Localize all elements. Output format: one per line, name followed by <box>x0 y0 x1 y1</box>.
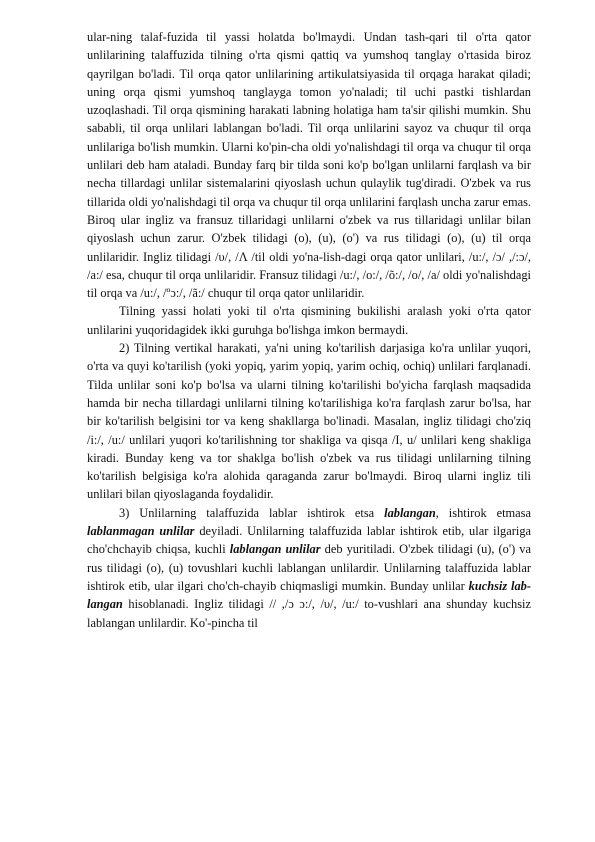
paragraph-text: deb yuritiladi. O'zbek tilidagi (u), (o') va rus tilidagi (o), (u) tovushlari kuchli lablangan unlilardir. Unlilarning talaffuzida lablar ishtirok etib, ular ilgari cho'ch-chayib chiqmasligi mumkin. Bunday unlilar <box>87 542 531 593</box>
term-emphasis: lablanmagan unlilar <box>87 524 195 539</box>
paragraph-text: Tilning yassi holati yoki til o'rta qismining bukilishi aralash yoki o'rta qator unlilarini yuqoridagidek ikki guruhga bo'lishga imkon bermaydi. <box>87 304 531 337</box>
document-page <box>87 28 531 632</box>
term-emphasis: kuchsiz lab-langan <box>87 578 531 612</box>
paragraph-text: 2) Tilning vertikal harakati, ya'ni uning ko'tarilish darjasiga ko'ra unlilar yuqori, o'rta va quyi ko'tarilish (yoki yopiq, yarim yopiq, yarim ochiq, ochiq) unlilari farqlanadi. Tilda unlilar soni ko'p bo'lsa va ularni tilning ko'tarilishi bo'yicha farqlash maqsadida hamda bir necha tillardagi unlilarni tilning ko'tarilishiga ko'ra farqlash zarur bo'lsa, har bir ko'tarilish belgisini tor va keng shakllarga bo'linadi. Masalan, ingliz tilidagi cho'ziq /i:/, /u:/ unlilari yuqori ko'tarilishning tor shakliga va qisqa /I, u/ unlilari keng shakliga kiradi. Bunday keng va tor shaklga bo'lish o'zbek va rus tilidagi unlilarning tilning ko'tarilish belgisiga ko'ra alohida qaraganda zarur bo'lmaydi. Biroq ularni ingliz tili unlilari bilan qiyoslaganda foydalidir. <box>87 341 531 502</box>
paragraph-text: 3) Unlilarning talaffuzida lablar ishtirok etsa <box>119 505 385 520</box>
paragraph <box>87 504 531 632</box>
paragraph-text: ular-ning talaf-fuzida til yassi holatda bo'lmaydi. Undan tash-qari til o'rta qator unlilarining talaffuzida tilning o'rta qismi qattiq va yumshoq tanglay o'rtasida biroz qayrilgan bo'ladi. Til orqa qator unlilarining artikulatsiyasida til orqaga harakat qiladi; uning orqa qismi yumshoq tanglayga tomon yo'naladi; til uchi pastki tishlardan uzoqlashadi. Til orqa qismining harakati labning holatiga ham ta'sir qilishi mumkin. Shu sababli, til orqa unlilari lablangan bo'ladi. Til orqa unlilarini sayoz va chuqur til orqa unlilariga bo'lish mumkin. Ularni ko'pin-cha oldi yo'nalishdagi til orqa va chuqur til orqa unlilari deb ham ataladi. Bunday farq bir tilda soni ko'p bo'lgan unlilarni farqlash va bir necha tillardagi unlilar sistemalarini qiyoslash uchun qulaylik tug'diradi. O'zbek va rus tillarida oldi yo'nalishdagi til orqa va chuqur til orqa unlilarini farqlash uncha zarur emas. Biroq ular ingliz va fransuz tillaridagi unlilarni o'zbek va rus tillaridagi unlilar bilan qiyoslash uchun zarur. O'zbek tilidagi (o), (u), (o') va rus tilidagi (o), (u) til orqa unlilaridir. Ingliz tilidagi /υ/, /Λ /til oldi yo'na-lish-dagi orqa qator unlilari, /u:/, /ɔ/ ,/:ɔ/, /a:/ esa, chuqur til orqa unlilaridir. Fransuz tilidagi /u:/, /o:/, /õ:/, /o/, /a/ oldi yo'nalishdagi til orqa va /u:/, /ºɔ:/, /ã:/ chuqur til orqa qator unlilaridir. <box>87 30 531 301</box>
paragraph <box>87 28 531 302</box>
paragraph-text: hisoblanadi. Ingliz tilidagi // ,/ɔ ɔ:/, /υ/, /u:/ to-vushlari ana shunday kuchsiz lablangan unlilardir. Ko'-pincha til <box>87 597 531 630</box>
paragraph-text: deyiladi. Unlilarning talaffuzida lablar ishtirok etib, ular ilgariga cho'chchayib chiqsa, kuchli <box>87 524 532 557</box>
paragraph <box>87 302 531 339</box>
paragraph-text: , ishtirok etmasa <box>435 505 532 520</box>
paragraph <box>87 339 531 504</box>
term-emphasis: lablangan unlilar <box>229 542 321 557</box>
term-emphasis: lablangan <box>384 505 436 520</box>
